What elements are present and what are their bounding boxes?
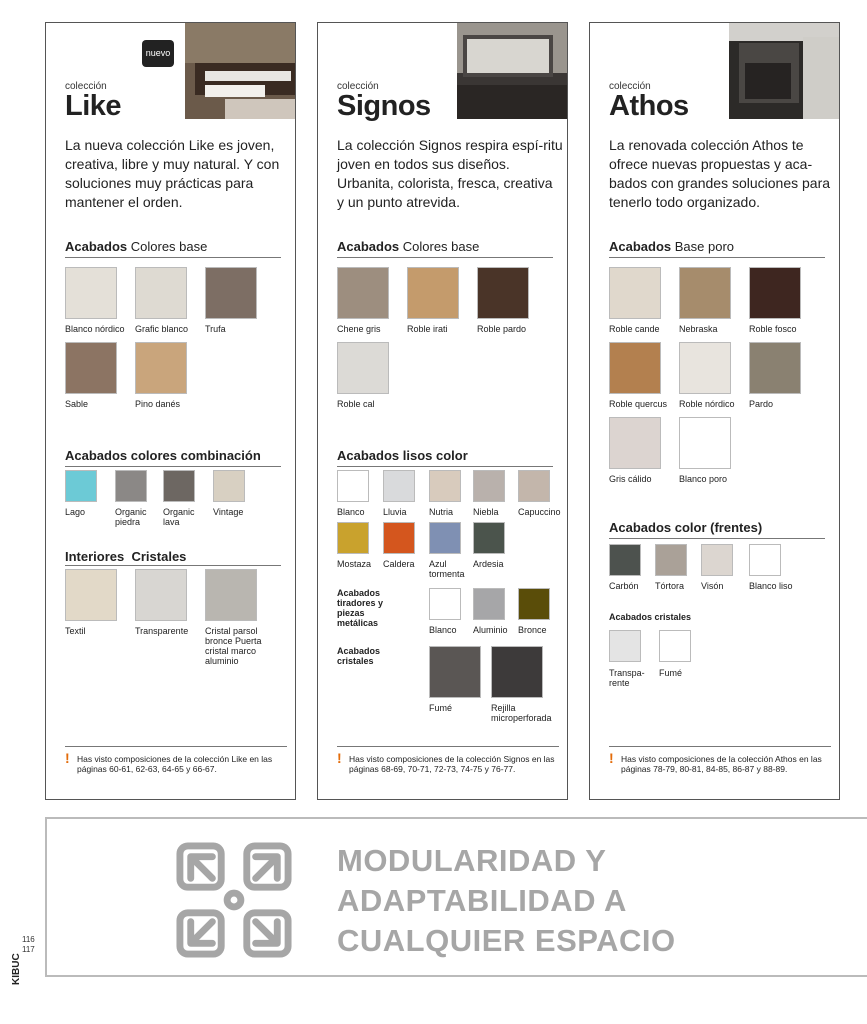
swatch-label: Gris cálido	[609, 474, 652, 484]
swatch-label: Bronce	[518, 625, 547, 635]
swatch-capuccino	[518, 470, 550, 502]
new-badge: nuevo	[142, 40, 174, 67]
section-heading-frentes: Acabados color (frentes)	[609, 520, 763, 535]
swatch-label: Roble quercus	[609, 399, 668, 409]
swatch-niebla	[473, 470, 505, 502]
swatch-roble-pardo	[477, 267, 529, 319]
swatch-transparente	[135, 569, 187, 621]
athos-photo	[729, 23, 839, 119]
page-numbers: 116 117	[22, 935, 35, 954]
swatch-label: Roble fosco	[749, 324, 797, 334]
swatch-pardo	[749, 342, 801, 394]
note-rule	[337, 746, 559, 747]
swatch-label: Chene gris	[337, 324, 381, 334]
section-rule	[65, 565, 281, 566]
swatch-roble-quercus	[609, 342, 661, 394]
swatch-nebraska	[679, 267, 731, 319]
swatch-chene-gris	[337, 267, 389, 319]
swatch-label: Fumé	[659, 668, 683, 678]
collection-signos	[317, 22, 568, 800]
section-heading-base: Acabados Colores base	[337, 239, 480, 254]
swatch-label: Pino danés	[135, 399, 181, 409]
swatch-label: Tórtora	[655, 581, 685, 591]
modularity-banner	[45, 817, 867, 977]
swatch-label: Rejilla microperforada	[491, 703, 552, 723]
swatch-label: Blanco	[429, 625, 457, 635]
swatch-textil	[65, 569, 117, 621]
swatch-label: Textil	[65, 626, 86, 636]
swatch-label: Mostaza	[337, 559, 372, 569]
swatch-label: Blanco poro	[679, 474, 728, 484]
swatch-label: Lago	[65, 507, 86, 517]
swatch-vintage	[213, 470, 245, 502]
swatch-label: Transparente	[135, 626, 189, 636]
swatch-sable	[65, 342, 117, 394]
swatch-label: Trufa	[205, 324, 226, 334]
swatch-blanco-liso	[749, 544, 781, 576]
section-rule	[609, 538, 825, 539]
section-heading-tiradores: Acabados tiradores y piezas metálicas	[337, 588, 384, 628]
swatch-label: Vintage	[213, 507, 244, 517]
note-rule	[609, 746, 831, 747]
swatch-label: Nutria	[429, 507, 454, 517]
swatch-transparente	[609, 630, 641, 662]
swatch-label: Nebraska	[679, 324, 718, 334]
signos-photo	[457, 23, 567, 119]
swatch-cristal-parsol	[205, 569, 257, 621]
swatch-mostaza	[337, 522, 369, 554]
swatch-label: Carbón	[609, 581, 639, 591]
swatch-tirador-aluminio	[473, 588, 505, 620]
section-heading-combo: Acabados colores combinación	[65, 448, 261, 463]
swatch-label: Fumé	[429, 703, 453, 713]
section-rule	[337, 466, 553, 467]
section-heading-interiors: Interiores Cristales	[65, 549, 187, 564]
swatch-label: Lluvia	[383, 507, 407, 517]
collection-kicker: colección	[337, 81, 379, 92]
section-heading-cristales: Acabados cristales	[609, 612, 692, 622]
swatch-vison	[701, 544, 733, 576]
collection-note: Has visto composiciones de la colección Signos en las páginas 68-69, 70-71, 72-73, 74-75 y 76-77.	[349, 754, 555, 774]
swatch-tirador-blanco	[429, 588, 461, 620]
swatch-label: Azul tormenta	[429, 559, 465, 579]
swatch-label: Ardesia	[473, 559, 504, 569]
swatch-fume	[659, 630, 691, 662]
swatch-roble-nordico	[679, 342, 731, 394]
swatch-tortora	[655, 544, 687, 576]
exclamation-icon: !	[609, 750, 614, 766]
swatch-gris-calido	[609, 417, 661, 469]
collection-title: Like	[65, 90, 122, 122]
swatch-organic-piedra	[115, 470, 147, 502]
note-rule	[65, 746, 287, 747]
swatch-organic-lava	[163, 470, 195, 502]
collection-description: La nueva colección Like es joven, creativa, libre y muy natural. Y con soluciones muy prácticas para mantener el orden.	[65, 137, 280, 210]
swatch-label: Cristal parsol bronce Puerta cristal marco aluminio	[205, 626, 262, 666]
swatch-label: Caldera	[383, 559, 415, 569]
swatch-grafic-blanco	[135, 267, 187, 319]
swatch-label: Pardo	[749, 399, 774, 409]
swatch-label: Blanco	[337, 507, 365, 517]
swatch-label: Blanco liso	[749, 581, 793, 591]
swatch-label: Capuccino	[518, 507, 561, 517]
collection-note: Has visto composiciones de la colección Like en las páginas 60-61, 62-63, 64-65 y 66-67.	[77, 754, 273, 774]
swatch-ardesia	[473, 522, 505, 554]
swatch-roble-fosco	[749, 267, 801, 319]
swatch-roble-irati	[407, 267, 459, 319]
collection-kicker: colección	[609, 81, 651, 92]
swatch-label: Aluminio	[473, 625, 508, 635]
swatch-lluvia	[383, 470, 415, 502]
swatch-label: Transpa-rente	[609, 668, 645, 688]
swatch-caldera	[383, 522, 415, 554]
swatch-nutria	[429, 470, 461, 502]
swatch-blanco-poro	[679, 417, 731, 469]
swatch-roble-cal	[337, 342, 389, 394]
expand-arrows-icon	[175, 841, 293, 959]
exclamation-icon: !	[337, 750, 342, 766]
brand-logo: KIBUC	[11, 953, 22, 985]
section-heading-base: Acabados Colores base	[65, 239, 208, 254]
exclamation-icon: !	[65, 750, 70, 766]
swatch-label: Roble cal	[337, 399, 375, 409]
section-rule	[337, 257, 553, 258]
swatch-rejilla	[491, 646, 543, 698]
like-photo	[185, 23, 295, 119]
section-heading-lisos: Acabados lisos color	[337, 448, 468, 463]
swatch-pino-danes	[135, 342, 187, 394]
section-rule	[65, 257, 281, 258]
collection-description: La renovada colección Athos te ofrece nuevas propuestas y aca-bados con grandes soluciones para tenerlo todo organizado.	[609, 137, 831, 210]
collection-title: Signos	[337, 90, 431, 122]
swatch-label: Roble pardo	[477, 324, 527, 334]
swatch-blanco	[337, 470, 369, 502]
swatch-label: Organic lava	[163, 507, 195, 527]
swatch-label: Roble irati	[407, 324, 448, 334]
section-heading-cristales: Acabados cristales	[337, 646, 381, 666]
swatch-trufa	[205, 267, 257, 319]
collection-like	[45, 22, 296, 800]
swatch-roble-cande	[609, 267, 661, 319]
swatch-blanco-nordico	[65, 267, 117, 319]
swatch-tirador-bronce	[518, 588, 550, 620]
swatch-label: Roble nórdico	[679, 399, 735, 409]
swatch-label: Visón	[701, 581, 724, 591]
section-heading-base: Acabados Base poro	[609, 239, 735, 254]
swatch-label: Grafic blanco	[135, 324, 189, 334]
swatch-label: Roble cande	[609, 324, 660, 334]
collection-kicker: colección	[65, 81, 107, 92]
swatch-carbon	[609, 544, 641, 576]
section-rule	[609, 257, 825, 258]
collection-note: Has visto composiciones de la colección Athos en las páginas 78-79, 80-81, 84-85, 86-87 y 88-89.	[621, 754, 822, 774]
collection-athos	[589, 22, 840, 800]
collection-title: Athos	[609, 90, 689, 122]
swatch-label: Blanco nórdico	[65, 324, 125, 334]
swatch-label: Niebla	[473, 507, 499, 517]
swatch-azul-tormenta	[429, 522, 461, 554]
collection-description: La colección Signos respira espí-ritu joven en todos sus diseños. Urbanita, colorista, fresca, creativa y un punto atrevida.	[337, 137, 563, 210]
swatch-fume	[429, 646, 481, 698]
section-rule	[65, 466, 281, 467]
banner-headline: MODULARIDAD Y ADAPTABILIDAD A CUALQUIER ESPACIO	[337, 843, 676, 958]
swatch-lago	[65, 470, 97, 502]
swatch-label: Organic piedra	[115, 507, 147, 527]
swatch-label: Sable	[65, 399, 89, 409]
